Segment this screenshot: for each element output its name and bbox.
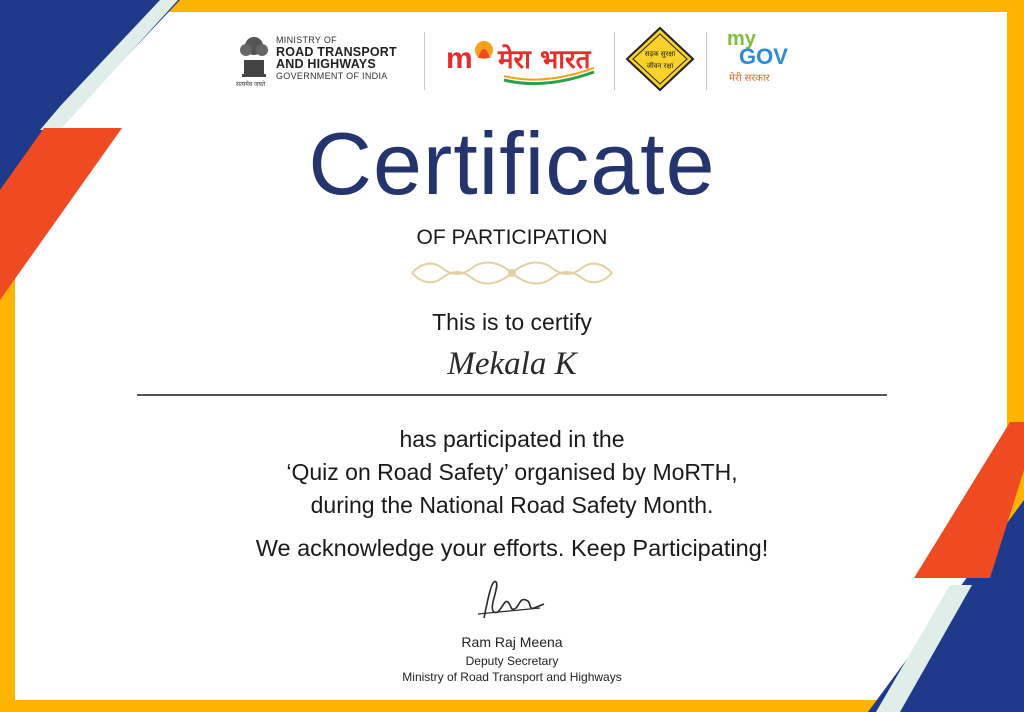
mygov-logo	[727, 28, 807, 88]
signatory-designation: Deputy Secretary	[465, 654, 559, 668]
recipient-name: Mekala K	[447, 346, 577, 382]
body-line-2: ‘Quiz on Road Safety’ organised by MoRTH,	[286, 459, 738, 485]
acknowledgement-text: We acknowledge your efforts. Keep Participating!	[255, 535, 769, 561]
logo-divider	[614, 32, 615, 90]
signatory-organisation: Ministry of Road Transport and Highways	[402, 670, 622, 684]
certify-text: This is to certify	[432, 309, 592, 335]
logo-bar	[0, 26, 1024, 96]
mygov-tagline: मेरी सरकार	[729, 73, 770, 84]
certificate-title: Certificate	[308, 114, 716, 213]
signature-icon	[470, 568, 554, 626]
name-underline	[137, 394, 887, 396]
mygov-gov: GOV	[739, 44, 788, 69]
emblem-caption: सत्यमेव जयते	[236, 82, 266, 88]
ministry-name: MINISTRY OF ROAD TRANSPORT AND HIGHWAYS GOVERNMENT OF INDIA	[276, 35, 397, 81]
ministry-logo	[236, 30, 426, 90]
decorative-flourish-icon	[402, 256, 622, 290]
mybharat-logo	[444, 28, 604, 90]
svg-text:m: m	[446, 42, 473, 75]
road-safety-badge	[625, 26, 695, 92]
national-emblem-icon	[236, 30, 272, 86]
mygov-my: my	[727, 28, 756, 50]
certificate-subtitle: OF PARTICIPATION	[416, 226, 608, 249]
body-line-3: during the National Road Safety Month.	[310, 492, 714, 518]
signatory-name: Ram Raj Meena	[461, 634, 563, 650]
body-line-1: has participated in the	[399, 426, 625, 452]
badge-line-2: जीवन रक्षा	[646, 62, 674, 70]
badge-line-1: सड़क सुरक्षा	[644, 50, 676, 58]
logo-divider	[424, 32, 425, 90]
mybharat-text: मेरा भारत	[498, 45, 591, 75]
logo-divider	[706, 32, 707, 90]
